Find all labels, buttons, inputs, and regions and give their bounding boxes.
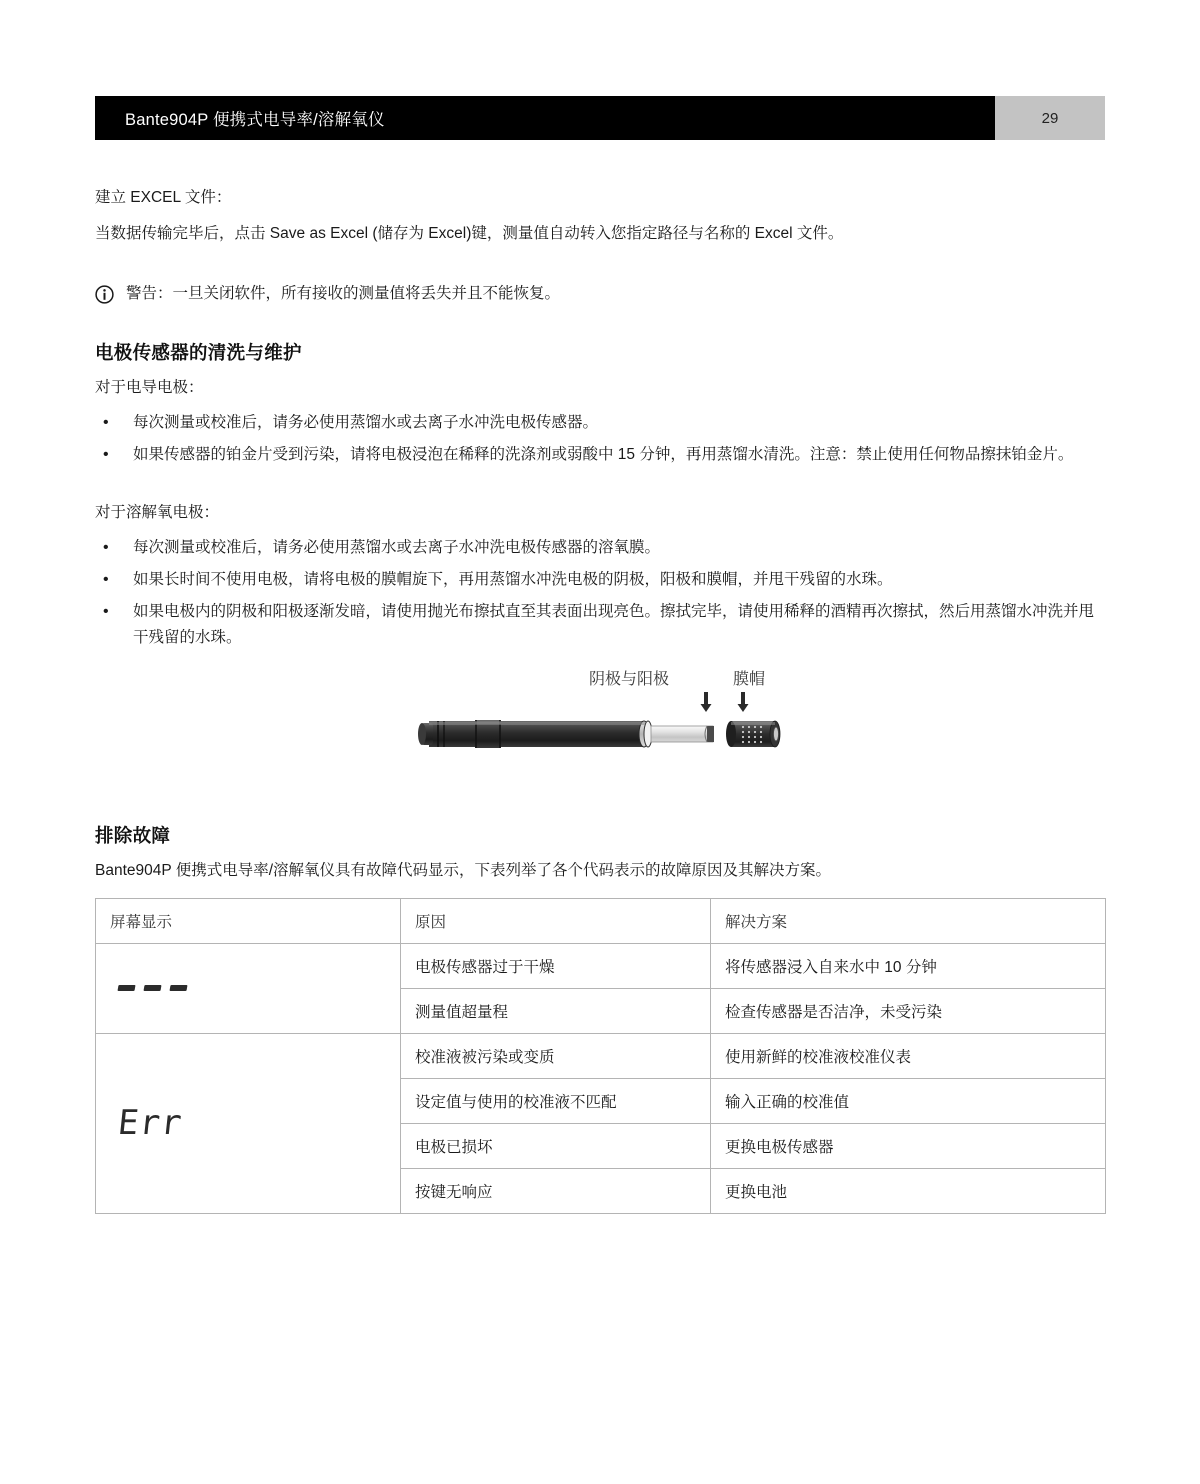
- down-arrow-icon: [699, 692, 713, 714]
- troubleshooting-title: 排除故障: [95, 824, 171, 846]
- page-title: Bante904P 便携式电导率/溶解氧仪: [125, 111, 385, 129]
- page-header: [95, 96, 1105, 140]
- list-item: • 如果电极内的阴极和阳极逐渐发暗，请使用抛光布擦拭直至其表面出现亮色。擦拭完毕，请使用稀释的酒精再次擦拭，然后用蒸馏水冲洗并甩干残留的水珠。: [95, 599, 1105, 652]
- solution-cell: 更换电池: [711, 1168, 1106, 1213]
- page-number-badge: 29: [995, 96, 1105, 140]
- excel-paragraph: 当数据传输完毕后，点击 Save as Excel (储存为 Excel)键，测量值自动转入您指定路径与名称的 Excel 文件。: [95, 224, 844, 242]
- figure-label-cathode-anode: 阴极与阳极: [589, 670, 670, 688]
- cause-cell: 电极传感器过于干燥: [401, 943, 711, 988]
- list-item: • 如果长时间不使用电极，请将电极的膜帽旋下，再用蒸馏水冲洗电极的阴极，阳极和膜帽，并甩干残留的水珠。: [95, 567, 1105, 594]
- column-header-cause: 原因: [401, 898, 711, 943]
- excel-heading: 建立 EXCEL 文件：: [95, 189, 232, 206]
- electrode-figure: [95, 662, 1105, 782]
- page-content: [95, 185, 1105, 1214]
- warning-note: [95, 282, 1105, 307]
- list-item: • 每次测量或校准后，请务必使用蒸馏水或去离子水冲洗电极传感器的溶氧膜。: [95, 535, 1105, 562]
- table-row: [96, 1033, 1106, 1078]
- cause-cell: 电极已损坏: [401, 1123, 711, 1168]
- do-bullet-list: [95, 535, 1105, 652]
- conductivity-intro: 对于电导电极：: [95, 378, 204, 396]
- header-title-bar: [95, 96, 995, 140]
- lcd-err-glyph: Err: [115, 1103, 185, 1144]
- figure-label-membrane-cap: 膜帽: [733, 670, 766, 688]
- troubleshooting-table: [95, 898, 1106, 1214]
- lcd-dashes-glyph: [116, 979, 197, 997]
- table-header-row: [96, 898, 1106, 943]
- warning-note-text: 警告：一旦关闭软件，所有接收的测量值将丢失并且不能恢复。: [126, 285, 561, 303]
- cause-cell: 校准液被污染或变质: [401, 1033, 711, 1078]
- do-intro: 对于溶解氧电极：: [95, 503, 220, 521]
- solution-cell: 检查传感器是否洁净，未受污染: [711, 988, 1106, 1033]
- solution-cell: 更换电极传感器: [711, 1123, 1106, 1168]
- solution-cell: 使用新鲜的校准液校准仪表: [711, 1033, 1106, 1078]
- dissolved-oxygen-electrode-diagram: [415, 712, 785, 765]
- display-code-err: [96, 1033, 401, 1213]
- maintenance-section-title: 电极传感器的清洗与维护: [95, 341, 302, 363]
- conductivity-bullet-list: [95, 410, 1105, 468]
- cause-cell: 设定值与使用的校准液不匹配: [401, 1078, 711, 1123]
- display-code-dashes: [96, 943, 401, 1033]
- list-item: • 如果传感器的铂金片受到污染，请将电极浸泡在稀释的洗涤剂或弱酸中 15 分钟，再用蒸馏水清洗。注意：禁止使用任何物品擦抹铂金片。: [95, 442, 1105, 469]
- table-row: [96, 943, 1106, 988]
- column-header-display: 屏幕显示: [96, 898, 401, 943]
- column-header-solution: 解决方案: [711, 898, 1106, 943]
- troubleshooting-intro: Bante904P 便携式电导率/溶解氧仪具有故障代码显示，下表列举了各个代码表示的故障原因及其解决方案。: [95, 861, 832, 879]
- list-item: • 每次测量或校准后，请务必使用蒸馏水或去离子水冲洗电极传感器。: [95, 410, 1105, 437]
- cause-cell: 按键无响应: [401, 1168, 711, 1213]
- down-arrow-icon: [736, 692, 750, 714]
- cause-cell: 测量值超量程: [401, 988, 711, 1033]
- solution-cell: 输入正确的校准值: [711, 1078, 1106, 1123]
- solution-cell: 将传感器浸入自来水中 10 分钟: [711, 943, 1106, 988]
- info-circle-icon: [95, 285, 114, 304]
